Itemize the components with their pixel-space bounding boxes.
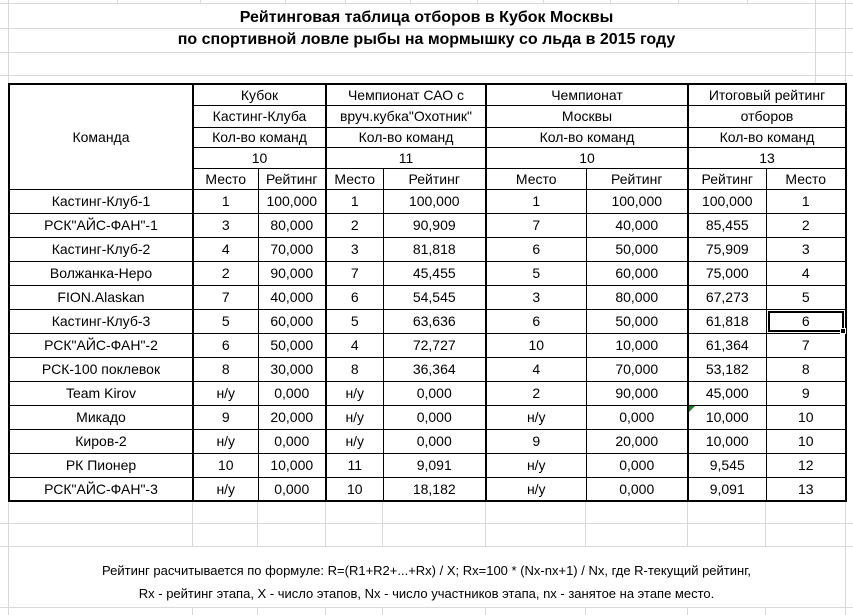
table-cell[interactable]: н/у <box>326 429 383 453</box>
table-cell[interactable]: 30,000 <box>258 357 326 381</box>
table-cell[interactable]: 0,000 <box>586 453 688 477</box>
group-kubok-teams-count[interactable]: 10 <box>193 147 326 168</box>
table-cell[interactable]: н/у <box>193 477 258 501</box>
table-row <box>9 309 846 333</box>
table-row <box>9 189 846 213</box>
table-cell[interactable]: 4 <box>193 237 258 261</box>
group-sao-title-2[interactable]: вруч.кубка"Охотник" <box>326 105 486 127</box>
table-cell[interactable]: 6 <box>193 333 258 357</box>
table-cell[interactable]: 53,182 <box>688 357 766 381</box>
table-cell[interactable]: 4 <box>326 333 383 357</box>
gridline <box>485 607 486 615</box>
group-final-teams-count[interactable]: 13 <box>688 147 846 168</box>
table-row <box>9 429 846 453</box>
table-cell[interactable]: 7 <box>326 261 383 285</box>
table-cell[interactable]: 10 <box>326 477 383 501</box>
group-final-title-2[interactable]: отборов <box>688 105 846 127</box>
group-sao-teams-count[interactable]: 11 <box>326 147 486 168</box>
gridline <box>477 0 478 3</box>
table-cell[interactable]: 13 <box>766 477 846 501</box>
table-cell[interactable]: 8 <box>766 357 846 381</box>
table-row <box>9 261 846 285</box>
table-cell[interactable]: 0,000 <box>258 429 326 453</box>
col-header-moscow-place[interactable]: Место <box>486 168 586 189</box>
table-cell[interactable]: 100,000 <box>586 189 688 213</box>
table-cell[interactable]: 9,091 <box>383 453 486 477</box>
team-name-cell[interactable]: FION.Alaskan <box>9 285 193 309</box>
table-cell[interactable]: 18,182 <box>383 477 486 501</box>
table-cell[interactable]: 2 <box>766 213 846 237</box>
gridline <box>0 3 853 4</box>
table-cell[interactable]: 100,000 <box>688 189 766 213</box>
table-cell[interactable]: 3 <box>486 285 586 309</box>
team-name-cell[interactable]: Волжанка-Неро <box>9 261 193 285</box>
gridline <box>200 0 201 3</box>
table-row <box>9 381 846 405</box>
table-cell[interactable]: 10,000 <box>258 453 326 477</box>
table-cell[interactable]: 60,000 <box>258 309 326 333</box>
table-cell[interactable]: 0,000 <box>586 405 688 429</box>
table-cell[interactable]: 90,909 <box>383 213 486 237</box>
rating-table <box>8 83 847 502</box>
page-title-line2: по спортивной ловле рыбы на мормышку со льда в 2015 году <box>177 31 676 48</box>
table-cell[interactable]: 85,455 <box>688 213 766 237</box>
table-cell[interactable]: 0,000 <box>383 405 486 429</box>
table-cell[interactable]: 0,000 <box>258 381 326 405</box>
table-cell[interactable]: 3 <box>766 237 846 261</box>
gridline <box>345 0 346 3</box>
table-cell[interactable]: 40,000 <box>258 285 326 309</box>
table-cell[interactable]: 5 <box>193 309 258 333</box>
table-cell[interactable]: 45,455 <box>383 261 486 285</box>
table-cell[interactable]: 3 <box>326 237 383 261</box>
table-cell[interactable]: н/у <box>486 453 586 477</box>
table-cell[interactable]: 10 <box>766 429 846 453</box>
table-cell[interactable]: 6 <box>486 309 586 333</box>
formula-note-line2: Rx - рейтинг этапа, X - число этапов, Nx - число участников этапа, nx - занятое на этапе место. <box>138 586 715 601</box>
gridline <box>410 0 411 3</box>
table-cell[interactable]: н/у <box>486 477 586 501</box>
group-sao-title-1[interactable]: Чемпионат САО с <box>326 84 486 105</box>
gridline <box>0 607 853 608</box>
table-cell[interactable]: 2 <box>326 213 383 237</box>
gridline <box>687 607 688 615</box>
table-cell[interactable]: 80,000 <box>258 213 326 237</box>
table-cell[interactable]: 36,364 <box>383 357 486 381</box>
table-cell[interactable]: 9,091 <box>688 477 766 501</box>
gridline <box>765 607 766 615</box>
table-cell[interactable]: 10 <box>766 405 846 429</box>
gridline <box>257 501 258 546</box>
table-row <box>9 357 846 381</box>
table-cell[interactable]: 60,000 <box>586 261 688 285</box>
col-header-moscow-rating[interactable]: Рейтинг <box>586 168 688 189</box>
table-cell[interactable]: 4 <box>486 357 586 381</box>
table-cell[interactable]: 80,000 <box>586 285 688 309</box>
gridline <box>8 501 9 546</box>
gridline <box>0 52 853 53</box>
table-body <box>9 189 846 501</box>
gridline <box>678 0 679 3</box>
gridline <box>0 75 853 76</box>
gridline <box>117 0 118 3</box>
selected-cell-outline[interactable] <box>768 311 845 332</box>
table-cell[interactable]: 0,000 <box>383 381 486 405</box>
group-moscow-title-2[interactable]: Москвы <box>486 105 688 127</box>
table-cell[interactable]: 70,000 <box>258 237 326 261</box>
group-kubok-title-1[interactable]: Кубок <box>193 84 326 105</box>
col-header-sao-place[interactable]: Место <box>326 168 383 189</box>
gridline <box>585 607 586 615</box>
formula-note <box>0 559 853 605</box>
table-cell[interactable]: 11 <box>326 453 383 477</box>
table-cell[interactable]: 10 <box>486 333 586 357</box>
table-cell[interactable]: н/у <box>193 429 258 453</box>
table-cell[interactable]: н/у <box>486 405 586 429</box>
table-cell[interactable]: 61,818 <box>688 309 766 333</box>
table-cell[interactable]: 50,000 <box>586 309 688 333</box>
table-cell[interactable]: 50,000 <box>258 333 326 357</box>
col-header-kubok-place[interactable]: Место <box>193 168 258 189</box>
gridline <box>285 0 286 3</box>
table-cell[interactable]: 63,636 <box>383 309 486 333</box>
team-name-cell[interactable]: РСК"АЙС-ФАН"-2 <box>9 333 193 357</box>
gridline <box>325 607 326 615</box>
table-cell[interactable]: 90,000 <box>258 261 326 285</box>
gridline <box>257 607 258 615</box>
table-cell[interactable]: 72,727 <box>383 333 486 357</box>
table-cell[interactable]: 67,273 <box>688 285 766 309</box>
table-cell[interactable]: 3 <box>193 213 258 237</box>
table-cell[interactable]: 7 <box>193 285 258 309</box>
table-cell[interactable]: 45,000 <box>688 381 766 405</box>
gridline <box>192 501 193 546</box>
table-cell[interactable]: 20,000 <box>586 429 688 453</box>
table-row <box>9 285 846 309</box>
table-cell[interactable]: 90,000 <box>586 381 688 405</box>
col-header-final-place[interactable]: Место <box>766 168 846 189</box>
group-moscow-title-1[interactable]: Чемпионат <box>486 84 688 105</box>
table-cell[interactable]: 7 <box>486 213 586 237</box>
team-name-cell[interactable]: Микадо <box>9 405 193 429</box>
table-cell[interactable]: 7 <box>766 333 846 357</box>
page-title <box>0 7 853 51</box>
table-cell[interactable]: 61,364 <box>688 333 766 357</box>
table-cell[interactable]: 75,909 <box>688 237 766 261</box>
table-cell[interactable]: 9,545 <box>688 453 766 477</box>
header-row-group-title-1 <box>9 84 846 105</box>
team-name-cell[interactable]: РСК"АЙС-ФАН"-1 <box>9 213 193 237</box>
table-cell[interactable]: 81,818 <box>383 237 486 261</box>
gridline <box>192 607 193 615</box>
team-name-cell[interactable]: Кастинг-Клуб-1 <box>9 189 193 213</box>
table-cell[interactable]: 2 <box>486 381 586 405</box>
gridline <box>610 0 611 3</box>
team-name-cell[interactable]: РСК"АЙС-ФАН"-3 <box>9 477 193 501</box>
table-cell[interactable]: 9 <box>766 381 846 405</box>
page-title-line1: Рейтинговая таблица отборов в Кубок Москвы <box>239 9 614 26</box>
team-name-cell[interactable]: Кастинг-Клуб-3 <box>9 309 193 333</box>
gridline <box>585 501 586 546</box>
group-kubok-title-2[interactable]: Кастинг-Клуба <box>193 105 326 127</box>
table-cell[interactable]: 10,000 <box>586 333 688 357</box>
table-cell[interactable]: 10 <box>193 453 258 477</box>
table-cell[interactable]: 12 <box>766 453 846 477</box>
gridline <box>543 0 544 3</box>
gridline <box>485 501 486 546</box>
table-cell[interactable]: 40,000 <box>586 213 688 237</box>
gridline <box>0 523 853 524</box>
gridline <box>8 607 9 615</box>
gridline <box>0 546 853 547</box>
table-cell[interactable]: 1 <box>326 189 383 213</box>
table-cell[interactable]: 6 <box>326 285 383 309</box>
team-name-cell[interactable]: Кастинг-Клуб-2 <box>9 237 193 261</box>
gridline <box>325 501 326 546</box>
table-cell[interactable]: 6 <box>486 237 586 261</box>
gridline <box>845 607 846 615</box>
table-cell[interactable]: 20,000 <box>258 405 326 429</box>
table-cell[interactable]: н/у <box>326 405 383 429</box>
table-cell[interactable]: 100,000 <box>258 189 326 213</box>
gridline <box>765 501 766 546</box>
group-final-title-1[interactable]: Итоговый рейтинг <box>688 84 846 105</box>
table-row <box>9 477 846 501</box>
table-row <box>9 453 846 477</box>
table-row <box>9 405 846 429</box>
team-name-cell[interactable]: Team Kirov <box>9 381 193 405</box>
table-cell[interactable]: 8 <box>193 357 258 381</box>
team-name-cell[interactable]: РК Пионер <box>9 453 193 477</box>
table-cell[interactable]: 0,000 <box>383 429 486 453</box>
team-name-cell[interactable]: Киров-2 <box>9 429 193 453</box>
gridline <box>747 0 748 3</box>
error-indicator-icon <box>689 406 695 412</box>
group-moscow-teams-count[interactable]: 10 <box>486 147 688 168</box>
table-cell[interactable]: 2 <box>193 261 258 285</box>
table-cell[interactable]: 1 <box>766 189 846 213</box>
gridline <box>382 501 383 546</box>
col-header-sao-rating[interactable]: Рейтинг <box>383 168 486 189</box>
table-row <box>9 237 846 261</box>
formula-note-line1: Рейтинг расчитывается по формуле: R=(R1+R2+...+Rx) / X; Rx=100 * (Nx-nx+1) / Nx, где R-текущий рейтинг, <box>102 563 751 578</box>
col-header-final-rating[interactable]: Рейтинг <box>688 168 766 189</box>
table-cell[interactable]: 5 <box>326 309 383 333</box>
gridline <box>382 607 383 615</box>
table-cell[interactable]: 1 <box>193 189 258 213</box>
table-cell[interactable]: 9 <box>486 429 586 453</box>
table-cell[interactable]: 10,000 <box>688 405 766 429</box>
table-cell[interactable]: 9 <box>193 405 258 429</box>
group-kubok-teams-label[interactable]: Кол-во команд <box>193 127 326 147</box>
gridline <box>687 501 688 546</box>
table-cell[interactable]: 75,000 <box>688 261 766 285</box>
group-moscow-teams-label[interactable]: Кол-во команд <box>486 127 688 147</box>
group-sao-teams-label[interactable]: Кол-во команд <box>326 127 486 147</box>
team-column-header[interactable]: Команда <box>9 84 193 189</box>
table-cell[interactable]: 0,000 <box>258 477 326 501</box>
table-cell[interactable]: 50,000 <box>586 237 688 261</box>
table-cell[interactable]: н/у <box>193 381 258 405</box>
team-name-cell[interactable]: РСК-100 поклевок <box>9 357 193 381</box>
table-row <box>9 333 846 357</box>
table-cell[interactable]: 8 <box>326 357 383 381</box>
table-cell[interactable]: 6 <box>766 309 846 333</box>
gridline <box>845 501 846 546</box>
col-header-kubok-rating[interactable]: Рейтинг <box>258 168 326 189</box>
table-cell[interactable]: 5 <box>486 261 586 285</box>
table-row <box>9 213 846 237</box>
table-cell[interactable]: 10,000 <box>688 429 766 453</box>
table-cell[interactable]: 0,000 <box>586 477 688 501</box>
table-cell[interactable]: 100,000 <box>383 189 486 213</box>
table-cell[interactable]: 1 <box>486 189 586 213</box>
table-cell[interactable]: 5 <box>766 285 846 309</box>
table-cell[interactable]: 4 <box>766 261 846 285</box>
table-cell[interactable]: 70,000 <box>586 357 688 381</box>
table-cell[interactable]: н/у <box>326 381 383 405</box>
group-final-teams-label[interactable]: Кол-во команд <box>688 127 846 147</box>
table-cell[interactable]: 54,545 <box>383 285 486 309</box>
